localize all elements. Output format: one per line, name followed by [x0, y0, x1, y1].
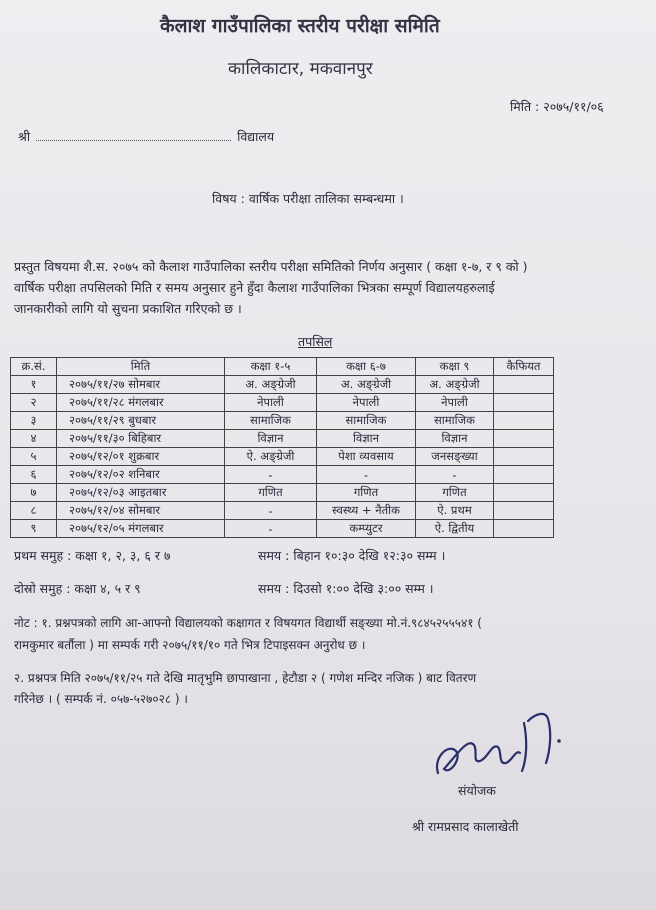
table-cell: २०७५/१२/०४ सोमबार [57, 502, 225, 520]
table-cell: - [225, 466, 317, 484]
committee-title: कैलाश गाउँपालिका स्तरीय परीक्षा समिति [160, 15, 440, 37]
table-cell: ८ [11, 502, 57, 520]
table-cell: नेपाली [225, 394, 317, 412]
body-line: जानकारीको लागि यो सुचना प्रकाशित गरिएको छ । [14, 301, 242, 316]
table-row [11, 520, 554, 538]
table-cell: ९ [11, 520, 57, 538]
table-cell: १ [11, 376, 57, 394]
table-cell: २०७५/११/२९ बुधबार [57, 412, 225, 430]
second-group-time: समय : दिउसो १:०० देखि ३:०० सम्म । [258, 581, 434, 596]
second-group-label: दोस्रो समुह : कक्षा ४, ५ र ९ [14, 581, 141, 596]
header-cell: कैफियत [494, 358, 554, 376]
body-paragraph [14, 256, 648, 319]
table-cell: पेशा व्यवसाय [317, 448, 416, 466]
table-cell: २०७५/११/२७ सोमबार [57, 376, 225, 394]
first-group-label: प्रथम समुह : कक्षा १, २, ३, ६ र ७ [14, 548, 171, 563]
table-cell: ३ [11, 412, 57, 430]
table-cell: ४ [11, 430, 57, 448]
handwritten-signature [428, 703, 568, 788]
addressee-prefix: श्री [18, 129, 31, 144]
table-cell: गणित [317, 484, 416, 502]
table-cell: ऐ. द्वितीय [416, 520, 494, 538]
table-row [11, 430, 554, 448]
signatory-name: श्री रामप्रसाद कालाखेती [412, 819, 519, 834]
header-cell: कक्षा ९ [416, 358, 494, 376]
signatory-role: संयोजक [458, 783, 496, 798]
table-cell: - [416, 466, 494, 484]
table-cell: ६ [11, 466, 57, 484]
addressee-line [18, 128, 274, 145]
table-cell: सामाजिक [225, 412, 317, 430]
table-cell: स्वस्थ्य + नैतीक [317, 502, 416, 520]
table-row [11, 466, 554, 484]
body-line: प्रस्तुत विषयमा शै.स. २०७५ को कैलाश गाउँपालिका स्तरीय परीक्षा समितिको निर्णय अनुसार ( कक्षा १-७, र ९ को ) [14, 259, 528, 274]
table-cell: गणित [225, 484, 317, 502]
table-cell [494, 484, 554, 502]
table-cell: विज्ञान [416, 430, 494, 448]
header-cell: क्र.सं. [11, 358, 57, 376]
table-cell: २०७५/१२/०३ आइतबार [57, 484, 225, 502]
table-cell: गणित [416, 484, 494, 502]
table-cell: २ [11, 394, 57, 412]
table-row [11, 412, 554, 430]
table-cell: अ. अङ्ग्रेजी [225, 376, 317, 394]
table-cell [494, 376, 554, 394]
table-cell: २०७५/१२/०१ शुक्रबार [57, 448, 225, 466]
table-row [11, 502, 554, 520]
table-cell [494, 394, 554, 412]
issue-date: मिति : २०७५/११/०६ [510, 99, 604, 114]
table-cell: ७ [11, 484, 57, 502]
table-cell: नेपाली [317, 394, 416, 412]
table-cell [494, 502, 554, 520]
table-cell: २०७५/१२/०५ मंगलबार [57, 520, 225, 538]
table-row [11, 376, 554, 394]
table-cell: विज्ञान [317, 430, 416, 448]
table-cell: - [225, 502, 317, 520]
table-cell: विज्ञान [225, 430, 317, 448]
table-heading: तपसिल [298, 334, 333, 349]
exam-schedule-table [10, 357, 554, 538]
table-cell [494, 520, 554, 538]
subject-line: विषय : वार्षिक परीक्षा तालिका सम्बन्धमा । [212, 191, 404, 206]
table-cell: २०७५/१२/०२ शनिबार [57, 466, 225, 484]
table-cell: २०७५/११/३० बिहिबार [57, 430, 225, 448]
table-cell: ५ [11, 448, 57, 466]
table-cell: नेपाली [416, 394, 494, 412]
note-2-line-2: गरिनेछ । ( सम्पर्क नं. ०५७-५२७०२८ ) । [14, 692, 188, 706]
note-2-line-1: २. प्रश्नपत्र मिति २०७५/११/२५ गते देखि मातृभुमि छापाखाना , हेटौडा २ ( गणेश मन्दिर नजिक ) बाट वितरण [14, 671, 477, 685]
table-cell: २०७५/११/२८ मंगलबार [57, 394, 225, 412]
addressee-blank [36, 130, 231, 141]
table-cell [494, 412, 554, 430]
note-1-line-1: नोट : १. प्रश्नपत्रको लागि आ-आफ्नो विद्यालयको कक्षागत र विषयगत विद्यार्थी सङ्ख्या मो.नं.९८४५२५५५४१ ( [14, 616, 482, 630]
header-cell: मिति [57, 358, 225, 376]
table-row [11, 448, 554, 466]
header-cell: कक्षा १-५ [225, 358, 317, 376]
table-cell: - [317, 466, 416, 484]
table-cell [494, 466, 554, 484]
table-cell: ऐ. अङ्ग्रेजी [225, 448, 317, 466]
header-cell: कक्षा ६-७ [317, 358, 416, 376]
table-cell: अ. अङ्ग्रेजी [416, 376, 494, 394]
table-cell: ऐ. प्रथम [416, 502, 494, 520]
table-cell: कम्प्युटर [317, 520, 416, 538]
table-cell: जनसङ्ख्या [416, 448, 494, 466]
table-cell: अ. अङ्ग्रेजी [317, 376, 416, 394]
table-cell: सामाजिक [317, 412, 416, 430]
table-cell [494, 448, 554, 466]
table-cell: - [225, 520, 317, 538]
committee-address: कालिकाटार, मकवानपुर [228, 59, 373, 79]
body-line: वार्षिक परीक्षा तपसिलको मिति र समय अनुसार हुने हुँदा कैलाश गाउँपालिका भित्रका सम्पूर्ण विद्यालयहरुलाई [14, 280, 495, 295]
table-cell [494, 430, 554, 448]
note-1-line-2: रामकुमार बर्तौला ) मा सम्पर्क गरी २०७५/११/१० गते भित्र टिपाइसक्न अनुरोध छ । [14, 638, 366, 652]
table-row [11, 394, 554, 412]
table-cell: सामाजिक [416, 412, 494, 430]
table-header-row [11, 358, 554, 376]
addressee-suffix: विद्यालय [237, 129, 275, 144]
first-group-time: समय : बिहान १०:३० देखि १२:३० सम्म । [258, 548, 446, 563]
table-row [11, 484, 554, 502]
